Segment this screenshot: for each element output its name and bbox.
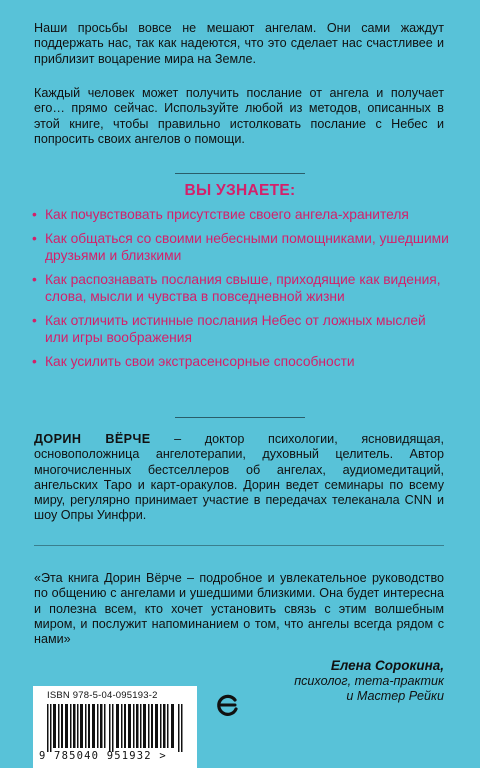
author-bio-text: – доктор психологии, ясновидящая, основоположница ангелотерапии, духовный целитель. Автор многочисленных бестселлеров об ангелах, аудиомедитаций, ангельских Таро и карт-оракулов. Дорин ведет семинары по всему миру, регулярно принимает участие в передачах телеканала CNN и шоу Опры Уинфри.	[34, 432, 444, 523]
bullet-icon: •	[32, 231, 37, 246]
benefits-list	[32, 206, 452, 377]
eksmo-logo-icon	[215, 692, 241, 718]
list-item: • Как общаться со своими небесными помощниками, ушедшими друзьями и близкими	[32, 231, 449, 263]
list-item: • Как усилить свои экстрасенсорные способности	[32, 354, 355, 369]
divider-bottom	[34, 545, 444, 546]
quote-author: Елена Сорокина,	[330, 658, 444, 673]
intro-paragraph-2: Каждый человек может получить послание от ангела и получает его… прямо сейчас. Используйте любой из методов, описанных в этой книге, чтобы правильно истолковать послание с Небес и попросить своих ангелов о помощи.	[34, 86, 444, 146]
author-name: ДОРИН ВЁРЧЕ	[34, 432, 151, 446]
list-item: • Как почувствовать присутствие своего ангела-хранителя	[32, 207, 409, 222]
benefits-heading: ВЫ УЗНАЕТЕ:	[184, 182, 296, 199]
barcode-icon	[47, 704, 183, 752]
list-item: • Как отличить истинные послания Небес от ложных мыслей или игры воображения	[32, 313, 426, 345]
bullet-icon: •	[32, 207, 37, 222]
author-bio	[34, 432, 444, 524]
list-item: • Как распознавать послания свыше, приходящие как видения, слова, мысли и чувства в повседневной жизни	[32, 272, 441, 304]
bullet-icon: •	[32, 272, 37, 287]
bullet-icon: •	[32, 313, 37, 328]
quote-author-role: психолог, тета-практик	[294, 674, 444, 688]
barcode-panel	[33, 686, 197, 768]
divider-middle	[175, 417, 305, 418]
bullet-icon: •	[32, 354, 37, 369]
intro-paragraph-1: Наши просьбы вовсе не мешают ангелам. Они сами жаждут поддержать нас, так как надеются, что это сделает нас счастливее и приблизит воцарение мира на Земле.	[34, 21, 444, 66]
isbn-label: ISBN 978-5-04-095193-2	[47, 690, 158, 701]
quote-author-role-2: и Мастер Рейки	[346, 689, 444, 703]
divider-top	[175, 173, 305, 174]
barcode-number: 9 785040 951932 >	[39, 750, 167, 762]
review-quote: «Эта книга Дорин Вёрче – подробное и увлекательное руководство по общению с ангелами и ушедшими близкими. Она будет интересна и полезна всем, кто хочет установить связь с этим волшебным миром, и послужит напоминанием о том, что ангелы всегда рядом с нами»	[34, 571, 444, 647]
